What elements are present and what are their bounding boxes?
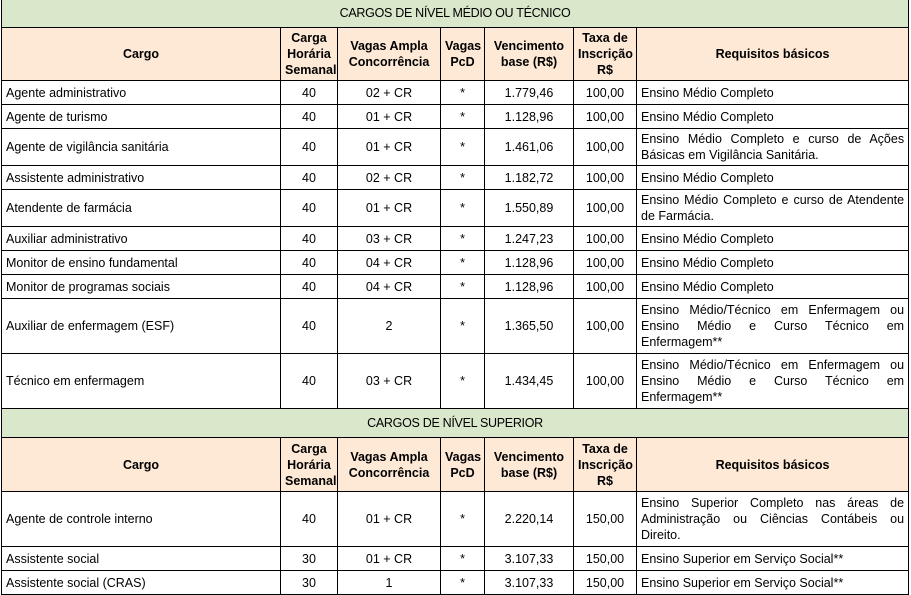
header-carga: Carga Horária Semanal [281,438,338,492]
requisitos-cell: Ensino Médio Completo [637,275,909,299]
table-row [2,166,909,190]
vagas-ampla-cell: 1 [338,571,441,595]
vagas-pcd-cell: * [441,166,485,190]
vagas-pcd-cell: * [441,275,485,299]
vagas-ampla-cell: 04 + CR [338,275,441,299]
vagas-pcd-cell: * [441,492,485,547]
carga-horaria-cell: 40 [281,190,338,227]
taxa-inscricao-cell: 100,00 [574,105,637,129]
cargo-cell: Agente de vigilância sanitária [2,129,281,166]
taxa-inscricao-cell: 150,00 [574,547,637,571]
section-medio-row [2,0,909,28]
cargos-table [1,0,909,595]
table-row [2,105,909,129]
section-superior-title: CARGOS DE NÍVEL SUPERIOR [2,409,909,438]
table-row [2,251,909,275]
header-taxa: Taxa de Inscrição R$ [574,438,637,492]
cargo-cell: Assistente social [2,547,281,571]
carga-horaria-cell: 40 [281,354,338,409]
vencimento-cell: 3.107,33 [485,547,574,571]
carga-horaria-cell: 30 [281,547,338,571]
vagas-ampla-cell: 2 [338,299,441,354]
table-row [2,275,909,299]
vencimento-cell: 1.182,72 [485,166,574,190]
table-row [2,492,909,547]
vencimento-cell: 1.550,89 [485,190,574,227]
requisitos-cell: Ensino Médio Completo [637,166,909,190]
vagas-pcd-cell: * [441,354,485,409]
cargo-cell: Auxiliar de enfermagem (ESF) [2,299,281,354]
requisitos-cell: Ensino Superior em Serviço Social** [637,547,909,571]
taxa-inscricao-cell: 100,00 [574,354,637,409]
table-row [2,227,909,251]
requisitos-cell: Ensino Superior em Serviço Social** [637,571,909,595]
taxa-inscricao-cell: 100,00 [574,227,637,251]
header-cargo: Cargo [2,28,281,81]
taxa-inscricao-cell: 100,00 [574,190,637,227]
taxa-inscricao-cell: 100,00 [574,166,637,190]
header-carga: Carga Horária Semanal [281,28,338,81]
vencimento-cell: 1.365,50 [485,299,574,354]
requisitos-cell: Ensino Médio Completo [637,251,909,275]
requisitos-cell: Ensino Médio Completo [637,227,909,251]
header-row-medio [2,28,909,81]
carga-horaria-cell: 40 [281,105,338,129]
table-row [2,81,909,105]
carga-horaria-cell: 40 [281,275,338,299]
vencimento-cell: 1.128,96 [485,251,574,275]
vagas-ampla-cell: 01 + CR [338,492,441,547]
carga-horaria-cell: 40 [281,81,338,105]
vencimento-cell: 1.434,45 [485,354,574,409]
section-medio-title: CARGOS DE NÍVEL MÉDIO OU TÉCNICO [2,0,909,28]
requisitos-cell: Ensino Médio Completo [637,105,909,129]
header-vencimento: Vencimento base (R$) [485,438,574,492]
vagas-pcd-cell: * [441,251,485,275]
carga-horaria-cell: 40 [281,299,338,354]
cargo-cell: Técnico em enfermagem [2,354,281,409]
header-requisitos: Requisitos básicos [637,438,909,492]
requisitos-cell: Ensino Superior Completo nas áreas de Administração ou Ciências Contábeis ou Direito. [637,492,909,547]
requisitos-cell: Ensino Médio/Técnico em Enfermagem ou Ensino Médio e Curso Técnico em Enfermagem** [637,299,909,354]
table-row [2,129,909,166]
cargo-cell: Assistente social (CRAS) [2,571,281,595]
taxa-inscricao-cell: 100,00 [574,251,637,275]
vagas-pcd-cell: * [441,299,485,354]
header-vagas-ampla: Vagas Ampla Concorrência [338,438,441,492]
vencimento-cell: 1.128,96 [485,105,574,129]
carga-horaria-cell: 40 [281,492,338,547]
carga-horaria-cell: 40 [281,166,338,190]
cargo-cell: Assistente administrativo [2,166,281,190]
header-taxa: Taxa de Inscrição R$ [574,28,637,81]
header-row-superior [2,438,909,492]
vagas-pcd-cell: * [441,547,485,571]
vagas-ampla-cell: 01 + CR [338,129,441,166]
vencimento-cell: 2.220,14 [485,492,574,547]
vencimento-cell: 1.128,96 [485,275,574,299]
vagas-pcd-cell: * [441,190,485,227]
header-cargo: Cargo [2,438,281,492]
requisitos-cell: Ensino Médio Completo [637,81,909,105]
header-vagas-pcd: Vagas PcD [441,438,485,492]
cargo-cell: Monitor de ensino fundamental [2,251,281,275]
vencimento-cell: 1.461,06 [485,129,574,166]
vagas-ampla-cell: 03 + CR [338,354,441,409]
vagas-pcd-cell: * [441,81,485,105]
cargo-cell: Monitor de programas sociais [2,275,281,299]
header-requisitos: Requisitos básicos [637,28,909,81]
taxa-inscricao-cell: 150,00 [574,571,637,595]
cargo-cell: Agente administrativo [2,81,281,105]
vencimento-cell: 3.107,33 [485,571,574,595]
header-vencimento: Vencimento base (R$) [485,28,574,81]
requisitos-cell: Ensino Médio/Técnico em Enfermagem ou Ensino Médio e Curso Técnico em Enfermagem** [637,354,909,409]
cargo-cell: Agente de turismo [2,105,281,129]
table-row [2,299,909,354]
taxa-inscricao-cell: 100,00 [574,129,637,166]
carga-horaria-cell: 40 [281,129,338,166]
header-vagas-pcd: Vagas PcD [441,28,485,81]
taxa-inscricao-cell: 100,00 [574,275,637,299]
vagas-ampla-cell: 01 + CR [338,105,441,129]
section-superior-row [2,409,909,438]
carga-horaria-cell: 30 [281,571,338,595]
cargo-cell: Auxiliar administrativo [2,227,281,251]
taxa-inscricao-cell: 100,00 [574,299,637,354]
vagas-pcd-cell: * [441,227,485,251]
vagas-pcd-cell: * [441,571,485,595]
cargo-cell: Atendente de farmácia [2,190,281,227]
vencimento-cell: 1.247,23 [485,227,574,251]
vagas-ampla-cell: 02 + CR [338,166,441,190]
table-row [2,547,909,571]
vagas-ampla-cell: 04 + CR [338,251,441,275]
carga-horaria-cell: 40 [281,227,338,251]
vagas-pcd-cell: * [441,105,485,129]
vagas-ampla-cell: 01 + CR [338,190,441,227]
cargo-cell: Agente de controle interno [2,492,281,547]
vencimento-cell: 1.779,46 [485,81,574,105]
vagas-ampla-cell: 02 + CR [338,81,441,105]
cargos-document [1,0,909,595]
taxa-inscricao-cell: 150,00 [574,492,637,547]
carga-horaria-cell: 40 [281,251,338,275]
table-row [2,354,909,409]
table-row [2,190,909,227]
vagas-pcd-cell: * [441,129,485,166]
vagas-ampla-cell: 01 + CR [338,547,441,571]
header-vagas-ampla: Vagas Ampla Concorrência [338,28,441,81]
requisitos-cell: Ensino Médio Completo e curso de Ações Básicas em Vigilância Sanitária. [637,129,909,166]
vagas-ampla-cell: 03 + CR [338,227,441,251]
table-row [2,571,909,595]
requisitos-cell: Ensino Médio Completo e curso de Atendente de Farmácia. [637,190,909,227]
taxa-inscricao-cell: 100,00 [574,81,637,105]
